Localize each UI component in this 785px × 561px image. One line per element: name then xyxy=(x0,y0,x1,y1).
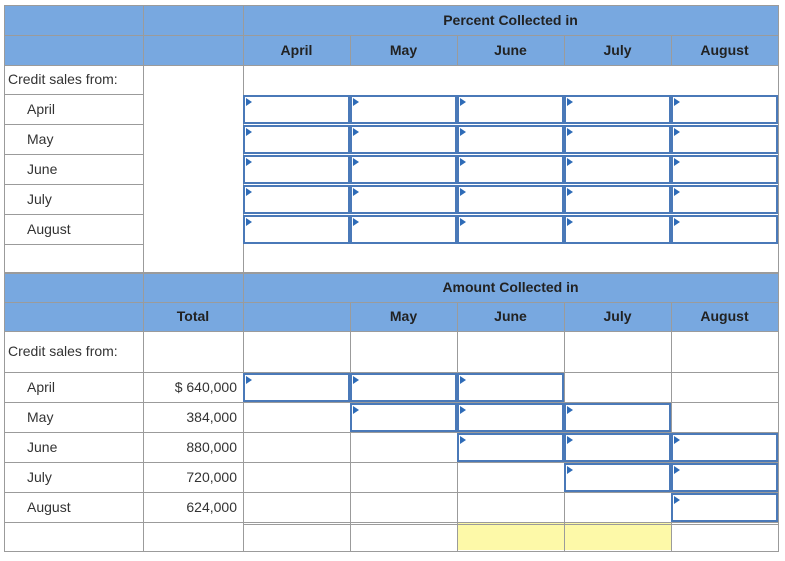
dropdown-marker-icon xyxy=(460,436,466,444)
dropdown-marker-icon xyxy=(246,376,252,384)
percent-row-may: May xyxy=(27,131,54,147)
grid-line xyxy=(4,273,5,552)
percent-input-may-july[interactable] xyxy=(564,125,671,154)
percent-input-june-june[interactable] xyxy=(457,155,564,184)
grid-line xyxy=(564,35,565,65)
percent-input-august-august[interactable] xyxy=(671,215,778,244)
dropdown-marker-icon xyxy=(353,188,359,196)
percent-col-may: May xyxy=(389,42,418,58)
percent-input-july-july[interactable] xyxy=(564,185,671,214)
dropdown-marker-icon xyxy=(674,436,680,444)
grid-line xyxy=(4,5,5,272)
percent-input-april-may[interactable] xyxy=(350,95,457,124)
amount-input-june-july[interactable] xyxy=(564,433,671,462)
grid-line xyxy=(4,331,779,332)
dropdown-marker-icon xyxy=(246,128,252,136)
grid-line xyxy=(4,65,779,66)
percent-input-july-august[interactable] xyxy=(671,185,778,214)
percent-input-may-may[interactable] xyxy=(350,125,457,154)
grid-line xyxy=(778,5,779,272)
dropdown-marker-icon xyxy=(460,158,466,166)
percent-input-may-august[interactable] xyxy=(671,125,778,154)
dropdown-marker-icon xyxy=(567,158,573,166)
percent-input-may-april[interactable] xyxy=(243,125,350,154)
percent-input-april-august[interactable] xyxy=(671,95,778,124)
percent-row-august: August xyxy=(27,221,71,237)
amount-col-july: July xyxy=(603,308,632,324)
dropdown-marker-icon xyxy=(353,128,359,136)
amount-input-june-june[interactable] xyxy=(457,433,564,462)
amount-input-july-august[interactable] xyxy=(671,463,778,492)
percent-col-july: July xyxy=(603,42,632,58)
percent-input-april-april[interactable] xyxy=(243,95,350,124)
amount-row-july: July xyxy=(27,469,52,485)
percent-input-july-june[interactable] xyxy=(457,185,564,214)
dropdown-marker-icon xyxy=(460,218,466,226)
dropdown-marker-icon xyxy=(246,158,252,166)
dropdown-marker-icon xyxy=(353,376,359,384)
grid-line xyxy=(778,273,779,552)
grid-line xyxy=(4,154,143,155)
dropdown-marker-icon xyxy=(674,188,680,196)
amount-row-august: August xyxy=(27,499,71,515)
grid-line xyxy=(243,524,779,525)
amount-total-june: 880,000 xyxy=(186,439,237,455)
amount-input-august-august[interactable] xyxy=(671,493,778,522)
amount-row-june: June xyxy=(27,439,58,455)
grid-line xyxy=(4,522,779,523)
dropdown-marker-icon xyxy=(460,406,466,414)
grid-line xyxy=(457,302,458,331)
grid-line xyxy=(564,302,565,331)
percent-row-june: June xyxy=(27,161,58,177)
amount-input-may-july[interactable] xyxy=(564,403,671,432)
dropdown-marker-icon xyxy=(674,158,680,166)
grid-line xyxy=(457,35,458,65)
dropdown-marker-icon xyxy=(674,128,680,136)
dropdown-marker-icon xyxy=(567,188,573,196)
dropdown-marker-icon xyxy=(674,496,680,504)
amount-input-may-june[interactable] xyxy=(457,403,564,432)
percent-input-april-june[interactable] xyxy=(457,95,564,124)
grid-line xyxy=(350,302,351,331)
amount-total-july: 720,000 xyxy=(186,469,237,485)
percent-input-june-july[interactable] xyxy=(564,155,671,184)
dropdown-marker-icon xyxy=(460,376,466,384)
dropdown-marker-icon xyxy=(353,158,359,166)
grid-line xyxy=(4,492,779,493)
grid-line xyxy=(143,5,144,272)
percent-input-july-april[interactable] xyxy=(243,185,350,214)
dropdown-marker-icon xyxy=(353,406,359,414)
grid-line xyxy=(4,244,143,245)
amount-row-may: May xyxy=(27,409,54,425)
dropdown-marker-icon xyxy=(567,406,573,414)
grid-line xyxy=(350,331,351,552)
dropdown-marker-icon xyxy=(567,128,573,136)
grid-line xyxy=(350,35,351,65)
grid-line xyxy=(671,35,672,65)
amount-total-august: 624,000 xyxy=(186,499,237,515)
amount-total-may: 384,000 xyxy=(186,409,237,425)
dropdown-marker-icon xyxy=(460,98,466,106)
dropdown-marker-icon xyxy=(353,98,359,106)
amount-total-april: $ 640,000 xyxy=(174,379,237,395)
grid-line xyxy=(4,214,143,215)
percent-col-april: April xyxy=(280,42,313,58)
grid-line xyxy=(4,5,779,6)
amount-title: Amount Collected in xyxy=(442,279,579,295)
grid-line xyxy=(4,124,143,125)
grid-line xyxy=(4,94,143,95)
amount-input-may-may[interactable] xyxy=(350,403,457,432)
dropdown-marker-icon xyxy=(460,128,466,136)
amount-col-june: June xyxy=(494,308,527,324)
amount-col-may: May xyxy=(389,308,418,324)
grid-line xyxy=(4,35,779,36)
grid-line xyxy=(243,35,244,65)
grid-line xyxy=(4,184,143,185)
percent-col-june: June xyxy=(494,42,527,58)
grid-line xyxy=(4,302,779,303)
dropdown-marker-icon xyxy=(674,98,680,106)
percent-input-june-may[interactable] xyxy=(350,155,457,184)
dropdown-marker-icon xyxy=(246,218,252,226)
percent-col-august: August xyxy=(700,42,749,58)
amount-col-august: August xyxy=(700,308,749,324)
amount-row-april: April xyxy=(27,379,56,395)
percent-title: Percent Collected in xyxy=(443,12,578,28)
percent-input-august-june[interactable] xyxy=(457,215,564,244)
percent-input-august-may[interactable] xyxy=(350,215,457,244)
percent-input-august-july[interactable] xyxy=(564,215,671,244)
dropdown-marker-icon xyxy=(567,98,573,106)
percent-row-group-label: Credit sales from: xyxy=(8,71,118,87)
amount-input-april-may[interactable] xyxy=(350,373,457,402)
dropdown-marker-icon xyxy=(246,98,252,106)
dropdown-marker-icon xyxy=(353,218,359,226)
percent-row-july: July xyxy=(27,191,52,207)
amount-row-group-label: Credit sales from: xyxy=(8,343,118,359)
grid-line xyxy=(243,273,244,552)
grid-line xyxy=(4,273,779,274)
dropdown-marker-icon xyxy=(567,218,573,226)
dropdown-marker-icon xyxy=(674,218,680,226)
percent-input-july-may[interactable] xyxy=(350,185,457,214)
percent-input-august-april[interactable] xyxy=(243,215,350,244)
grid-line xyxy=(671,302,672,331)
percent-input-may-june[interactable] xyxy=(457,125,564,154)
amount-col-total: Total xyxy=(176,308,210,324)
amount-input-july-july[interactable] xyxy=(564,463,671,492)
grid-line xyxy=(4,551,779,552)
dropdown-marker-icon xyxy=(674,466,680,474)
grid-line xyxy=(143,273,144,552)
dropdown-marker-icon xyxy=(246,188,252,196)
dropdown-marker-icon xyxy=(567,466,573,474)
amount-input-april-extra[interactable] xyxy=(243,373,350,402)
percent-input-april-july[interactable] xyxy=(564,95,671,124)
amount-input-april-june[interactable] xyxy=(457,373,564,402)
percent-input-june-august[interactable] xyxy=(671,155,778,184)
percent-input-june-april[interactable] xyxy=(243,155,350,184)
dropdown-marker-icon xyxy=(567,436,573,444)
amount-input-june-august[interactable] xyxy=(671,433,778,462)
dropdown-marker-icon xyxy=(460,188,466,196)
percent-row-april: April xyxy=(27,101,56,117)
